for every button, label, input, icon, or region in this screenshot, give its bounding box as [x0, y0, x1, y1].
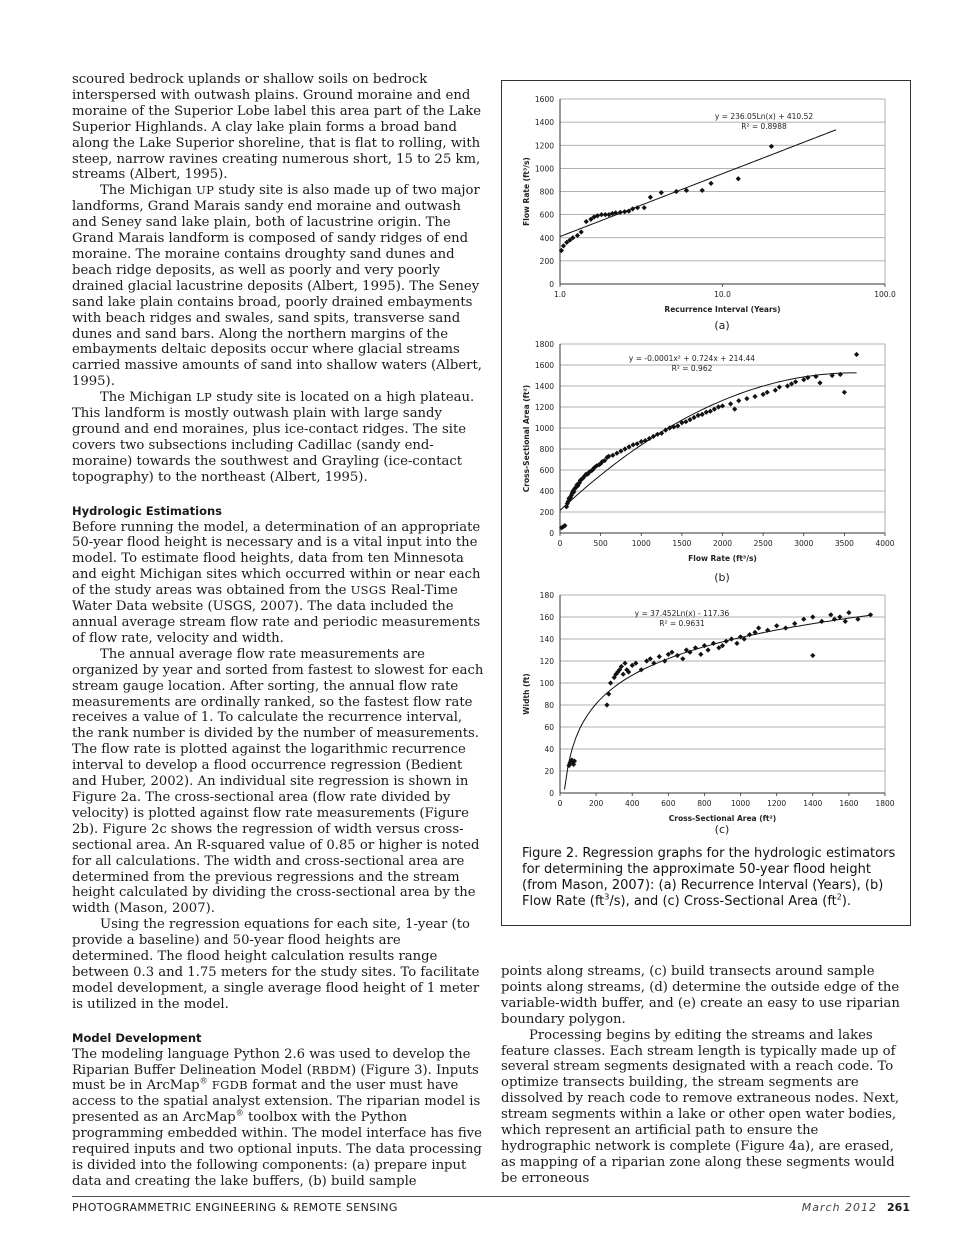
data-point: [774, 623, 779, 628]
data-point: [657, 654, 662, 659]
paragraph: Processing begins by editing the streams and lakes feature classes. Each stream length is typically made up of several stream segments designated with a reach code. To optimize transects building, the stream segments are dissolved by reach code to remove extraneous nodes. Next, stream segments within a lake or other open water bodies, which represent an artificial path to ensure the hydrographic network is complete (Figure 4a), are erased, as mapping of a riparian zone along these segments would be erroneous: [501, 1027, 900, 1186]
y-tick-label: 600: [539, 466, 554, 475]
section-heading: Model Development: [72, 1030, 202, 1045]
data-point: [756, 625, 761, 630]
x-tick-label: 800: [697, 799, 712, 808]
y-tick-label: 20: [544, 767, 554, 776]
data-point: [648, 195, 653, 200]
figure-2: [501, 80, 911, 926]
paragraph: Using the regression equations for each site, 1-year (to provide a baseline) and 50-year flood heights are determined. The flood height calculation results range between 0.3 and 1.75 meters for the study sites. To facilitate model development, a single average flood height of 1 meter is utilized in the model.: [72, 917, 480, 1012]
issue-date: March 2012: [801, 1201, 878, 1214]
x-tick-label: 1500: [672, 539, 692, 548]
x-tick-label: 500: [593, 539, 608, 548]
y-tick-label: 1800: [534, 340, 554, 349]
y-tick-label: 1400: [534, 118, 554, 128]
left-column: [72, 72, 484, 1190]
x-tick-label: 1.0: [554, 290, 566, 299]
right-column: [501, 964, 909, 1187]
data-point: [819, 619, 824, 624]
page-info: [802, 1201, 910, 1214]
y-tick-label: 800: [539, 187, 554, 197]
data-point: [642, 205, 647, 210]
paragraph: The Michigan LP study site is located on a high plateau. This landform is mostly outwash plain with large sandy ground and end moraines, plus ice-contact ridges. The site covers two subsections including Cadillac (sandy end-moraine) towards the southwest and Grayling (ice-contact topography) to the northeast (Albert, 1995).: [72, 390, 475, 485]
page-footer: [72, 1196, 910, 1217]
data-point: [728, 401, 733, 406]
y-tick-label: 60: [544, 723, 554, 732]
y-tick-label: 160: [539, 613, 554, 622]
x-tick-label: 3500: [834, 539, 854, 548]
x-tick-label: 1000: [731, 799, 751, 808]
data-point: [621, 672, 626, 677]
x-tick-label: 1800: [875, 799, 895, 808]
y-tick-label: 1400: [534, 382, 554, 391]
data-point: [854, 352, 859, 357]
data-point: [698, 652, 703, 657]
paragraph: points along streams, (c) build transects around sample points along streams, (d) determine the outside edge of the variable-width buffer, and (e) create an easy to use riparian boundary polygon.: [501, 964, 900, 1027]
y-tick-label: 0: [549, 789, 554, 798]
x-axis-label: Recurrence Interval (Years): [664, 305, 781, 314]
y-tick-label: 120: [539, 657, 554, 666]
panel-label: (a): [714, 319, 730, 331]
data-point: [729, 636, 734, 641]
trendline: [565, 615, 871, 789]
y-tick-label: 1600: [534, 95, 554, 104]
regression-equation: y = -0.0001x² + 0.724x + 214.44: [628, 354, 756, 363]
data-point: [561, 243, 566, 248]
data-point: [817, 380, 822, 385]
data-point: [700, 188, 705, 193]
y-tick-label: 1600: [534, 361, 554, 370]
panel-label: (b): [714, 571, 730, 583]
data-point: [734, 641, 739, 646]
data-point: [705, 647, 710, 652]
data-point: [622, 209, 627, 214]
y-axis-label: Width (ft): [522, 673, 531, 715]
y-tick-label: 100: [539, 679, 554, 688]
r-squared-label: R² = 0.8988: [741, 122, 787, 131]
chart-panel-c: [502, 583, 909, 843]
r-squared-label: R² = 0.962: [671, 364, 713, 373]
y-tick-label: 140: [539, 635, 554, 644]
x-tick-label: 100.0: [874, 290, 896, 299]
data-point: [708, 181, 713, 186]
data-point: [810, 614, 815, 619]
data-point: [736, 176, 741, 181]
paragraph: scoured bedrock uplands or shallow soils on bedrock interspersed with outwash plains. Ground moraine and end moraine of the Superior Lobe label this area part of the Lake Superior Highlands. A clay lake plain forms a broad band along the Lake Superior shoreline, that is flat to rolling, with steep, narrow ravines creating numerous short, 15 to 25 km, streams (Albert, 1995).: [72, 72, 482, 183]
data-point: [604, 702, 609, 707]
y-axis-label: Flow Rate (ft³/s): [522, 157, 531, 226]
data-point: [720, 403, 725, 408]
y-tick-label: 200: [539, 508, 554, 517]
data-point: [659, 190, 664, 195]
y-tick-label: 0: [549, 529, 554, 538]
data-point: [711, 641, 716, 646]
x-tick-label: 3000: [794, 539, 814, 548]
x-tick-label: 200: [588, 799, 604, 808]
data-point: [810, 653, 815, 658]
y-tick-label: 400: [539, 233, 554, 243]
y-axis-label: Cross-Sectional Area (ft²): [522, 384, 531, 493]
x-tick-label: 2500: [753, 539, 773, 548]
x-tick-label: 4000: [875, 539, 895, 548]
data-point: [659, 431, 664, 436]
x-tick-label: 600: [661, 799, 676, 808]
paragraph: The annual average flow rate measurements are organized by year and sorted from fastest to slowest for each stream gauge location. After sorting, the annual flow rate measurements are ordinally ranked, so the fastest flow rate receives a value of 1. To calculate the recurrence interval, the rank number is divided by the number of measurements. The flow rate is plotted against the logarithmic recurrence interval to develop a flood occurrence regression (Bedient and Huber, 2002). An individual site regression is shown in Figure 2a. The cross-sectional area (flow rate divided by velocity) is plotted against flow rate measurements (Figure 2b). Figure 2c shows the regression of width versus cross-sectional area. An R-squared value of 0.85 or higher is noted for all calculations. The width and cross-sectional area are determined from the previous regressions and the stream height calculated by dividing the cross-sectional area by the width (Mason, 2007).: [72, 646, 484, 917]
data-point: [783, 625, 788, 630]
x-axis-label: Cross-Sectional Area (ft²): [668, 814, 777, 823]
journal-name: PHOTOGRAMMETRIC ENGINEERING & REMOTE SENSING: [72, 1201, 398, 1214]
y-tick-label: 400: [539, 487, 554, 496]
regression-equation: y = 236.05Ln(x) + 410.52: [714, 112, 814, 121]
paragraph: The Michigan UP study site is also made up of two major landforms, Grand Marais sandy end moraine and outwash and Seney sand lake plain, both of lacustrine origin. The Grand Marais landform is composed of sandy ridges of end moraine. The moraine contains droughty sand dunes and beach ridge deposits, as well as poorly and very poorly drained glacial lacustrine deposits (Albert, 1995). The Seney sand lake plain contains broad, poorly drained embayments with beach ridges and swales, sand spits, transverse sand dunes and sand bars. Along the northern margins of the embayments deltaic deposits occur where glacial streams carried massive amounts of sand into shallow waters (Albert, 1995).: [72, 183, 482, 390]
data-point: [675, 653, 680, 658]
trendline: [560, 130, 836, 237]
y-tick-label: 180: [539, 591, 554, 600]
y-tick-label: 1200: [534, 403, 554, 412]
data-point: [747, 632, 752, 637]
y-tick-label: 1000: [534, 424, 554, 433]
data-point: [777, 384, 782, 389]
panel-label: (c): [714, 823, 730, 836]
y-tick-label: 40: [544, 745, 554, 754]
data-point: [842, 390, 847, 395]
x-tick-label: 0: [557, 799, 563, 808]
paragraph: Before running the model, a determination of an appropriate 50-year flood height is necessary and is a vital input into the model. To estimate flood heights, data from ten Minnesota and eight Michigan sites which occurred within or near each of the study areas was obtained from the USGS Real-Time Water Data website (USGS, 2007). The data included the annual average stream flow rate and periodic measurements of flow rate, velocity and width.: [72, 519, 481, 646]
x-tick-label: 0: [557, 539, 563, 548]
data-point: [608, 680, 613, 685]
regression-equation: y = 37.452Ln(x) - 117.36: [634, 609, 730, 618]
chart-panel-b: [502, 331, 909, 583]
x-tick-label: 10.0: [714, 290, 731, 299]
data-point: [579, 229, 584, 234]
data-point: [674, 189, 679, 194]
chart-panel-a: [502, 81, 909, 331]
x-tick-label: 1000: [631, 539, 651, 548]
y-tick-label: 1200: [534, 141, 554, 151]
y-tick-label: 0: [549, 280, 554, 289]
data-point: [792, 621, 797, 626]
y-tick-label: 800: [539, 445, 554, 454]
data-point: [736, 398, 741, 403]
data-point: [744, 396, 749, 401]
y-tick-label: 600: [539, 210, 554, 220]
data-point: [752, 394, 757, 399]
data-point: [773, 388, 778, 393]
section-heading: Hydrologic Estimations: [72, 503, 223, 518]
y-tick-label: 1000: [534, 164, 554, 174]
y-tick-label: 80: [544, 701, 554, 710]
x-tick-label: 400: [625, 799, 640, 808]
x-axis-label: Flow Rate (ft³/s): [688, 554, 757, 563]
data-point: [769, 144, 774, 149]
x-tick-label: 1400: [803, 799, 823, 808]
data-point: [606, 691, 611, 696]
page-number: 261: [887, 1201, 910, 1214]
x-tick-label: 2000: [712, 539, 733, 548]
x-tick-label: 1200: [767, 799, 787, 808]
r-squared-label: R² = 0.9631: [659, 619, 705, 628]
data-point: [843, 619, 848, 624]
data-point: [846, 610, 851, 615]
data-point: [575, 233, 580, 238]
paragraph: The modeling language Python 2.6 was used to develop the Riparian Buffer Delineation Model (RBDM) (Figure 3). Inputs must be in ArcMap® FGDB format and the user must have access to the spatial analyst extension. The riparian model is presented as an ArcMap® toolbox with the Python programming embedded within. The model interface has five required inputs and two optional inputs. The data processing is divided into the following components: (a) prepare input data and creating the lake buffers, (b) build sample: [72, 1046, 482, 1189]
y-tick-label: 200: [539, 256, 554, 266]
figure-caption: Figure 2. Regression graphs for the hydrologic estimators for determining the approximate 50-year flood height (from Mason, 2007): (a) Recurrence Interval (Years), (b) Flow Rate $(ft^3/s)$, and (c) Cross-Sectional Area $(ft^2)$.: [522, 846, 896, 909]
trendline: [560, 373, 857, 511]
x-tick-label: 1600: [839, 799, 859, 808]
data-point: [584, 219, 589, 224]
